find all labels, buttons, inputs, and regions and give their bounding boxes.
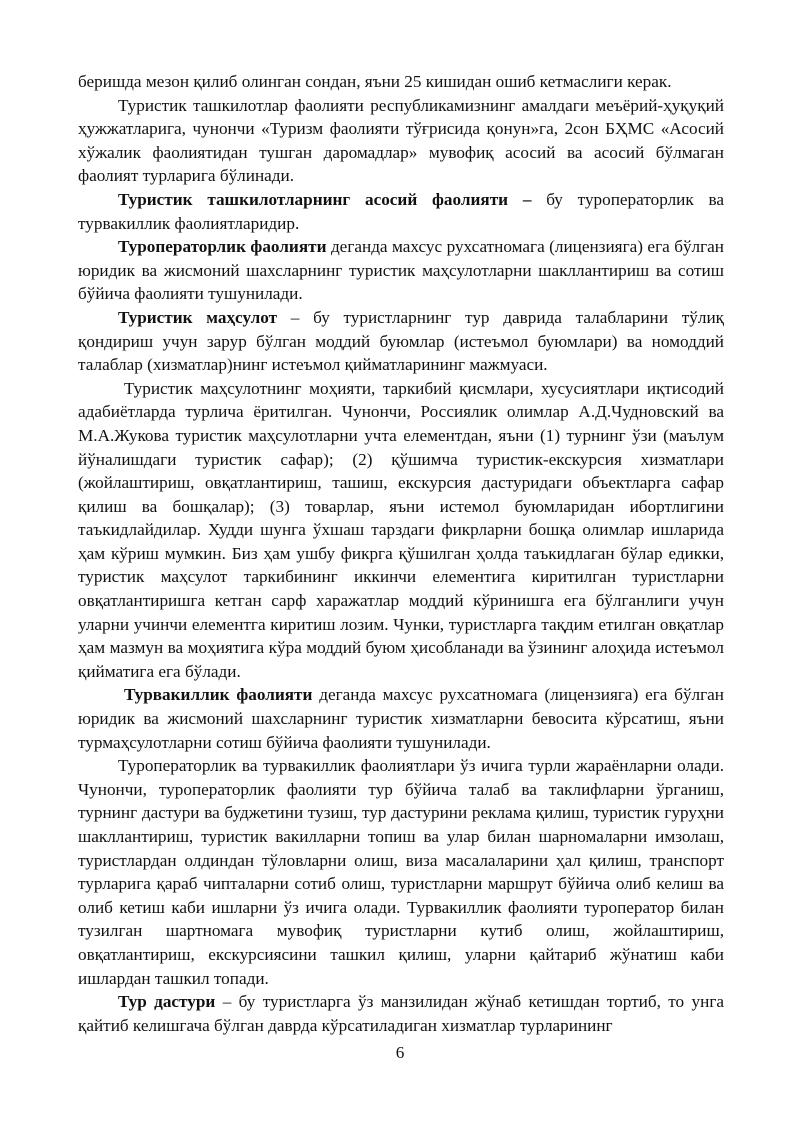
paragraph-travel-agency — [78, 683, 724, 754]
definition-tour-operator: деганда махсус рухсатномага (лицензияга) ега бўлган юридик ва жисмоний шахсларнинг туристик маҳсулотларни шакллантириш ва сотиш бўйича фаолияти тушунилади. — [78, 237, 724, 304]
paragraph-tour-operator — [78, 235, 724, 306]
term-tourist-product: Туристик маҳсулот — [118, 307, 278, 327]
document-page — [78, 70, 724, 1037]
definition-tour-program: – бу туристларга ўз манзилидан жўнаб кетишдан тортиб, то унга қайтиб келишгача бўлган даврда кўрсатиладиган хизматлар турларининг — [78, 992, 724, 1035]
term-main-activity: Туристик ташкилотларнинг асосий фаолияти – — [118, 189, 532, 209]
definition-main-activity: бу туроператорлик ва турвакиллик фаолиятларидир. — [78, 189, 724, 233]
term-tour-program: Тур дастури — [118, 992, 216, 1012]
page-number: 6 — [395, 1043, 405, 1062]
paragraph-continuation: беришда мезон қилиб олинган сондан, яъни 25 кишидан ошиб кетмаслиги керак. — [78, 72, 672, 91]
definition-tourist-product: – бу туристларнинг тур даврида талабларини тўлиқ қондириш учун зарур бўлган моддий буюмлар (истеъмол буюмлари) ва номоддий талаблар (хизматлар)нинг истеъмол қийматларининг мажмуаси. — [78, 307, 724, 375]
paragraph-tourist-product — [78, 306, 724, 377]
definition-travel-agency: деганда махсус рухсатномага (лицензияга) ега бўлган юридик ва жисмоний шахсларнинг туристик хизматларни бевосита кўрсатиш, яъни турмаҳсулотларни сотиш бўйича фаолияти тушунилади. — [78, 685, 724, 752]
paragraph-tour-program — [78, 990, 724, 1037]
paragraph-processes: Туроператорлик ва турвакиллик фаолиятлари ўз ичига турли жараёнларни олади. Чунончи, туроператорлик фаолияти тур бўйича талаб ва таклифларни ўрганиш, турнинг дастури ва буджетини тузиш, тур дастурини реклама қилиш, туристик гуруҳни шакллантириш, туристик вакилларни топиш ва улар билан шарномаларни имзолаш, туристлардан олдиндан тўловларни олиш, виза масалаларини ҳал қилиш, транспорт турларига қараб чипталарни сотиб олиш, туристларни маршрут бўйича олиб келиш ва олиб кетиш каби ишларни ўз ичига олади. Турвакиллик фаолияти туроператор билан тузилган шартномага мувофиқ туристларни кутиб олиш, жойлаштириш, овқатлантириш, екскурсиясини ташкил қилиш, уларни қайтариб жўнатиш каби ишлардан ташкил топади. — [78, 756, 724, 988]
paragraph-product-essence: Туристик маҳсулотнинг моҳияти, таркибий қисмлари, хусусиятлари иқтисодий адабиётларда турлича ёритилган. Чунончи, Россиялик олимлар А.Д.Чудновский ва М.А.Жукова туристик маҳсулотларни учта елементдан, яъни (1) турнинг ўзи (маълум йўналишдаги туристик сафар); (2) қўшимча туристик-екскурсия хизматлари (жойлаштириш, овқатлантириш, ташиш, екскурсия дастуридаги объектларга сафар қилиш ва бошқалар); (3) товарлар, яъни истемол буюмларидан ибортлигини таъкидлайдилар. Худди шунга ўхшаш тарздаги фикрларни бошқа олимлар ишларида ҳам кўриш мумкин. Биз ҳам ушбу фикрга қўшилган ҳолда таъкидлаган бўлар едикки, туристик маҳсулот таркибининг иккинчи елементига киритилган туристларни овқатлантиришга кетган сарф харажатлар моддий кўринишга ега бўлганлиги учун уларни учинчи елементга киритиш лозим. Чунки, туристларга тақдим етилган овқатлар ҳам мазмун ва моҳиятига кўра моддий буюм ҳисобланади ва ўзининг алоҳида истеъмол қийматига ега бўлади. — [78, 378, 724, 681]
term-travel-agency: Турвакиллик фаолияти — [124, 685, 313, 705]
paragraph-main-activity — [78, 188, 724, 235]
term-tour-operator: Туроператорлик фаолияти — [118, 237, 327, 257]
paragraph-legal-basis: Туристик ташкилотлар фаолияти республикамизнинг амалдаги меъёрий-ҳуқуқий ҳужжатларига, чунончи «Туризм фаолияти тўғрисида қонун»га, 2сон БҲМС «Асосий хўжалик фаолиятидан тушган даромадлар» мувофиқ асосий ва асосий бўлмаган фаолият турларига бўлинади. — [78, 95, 724, 186]
